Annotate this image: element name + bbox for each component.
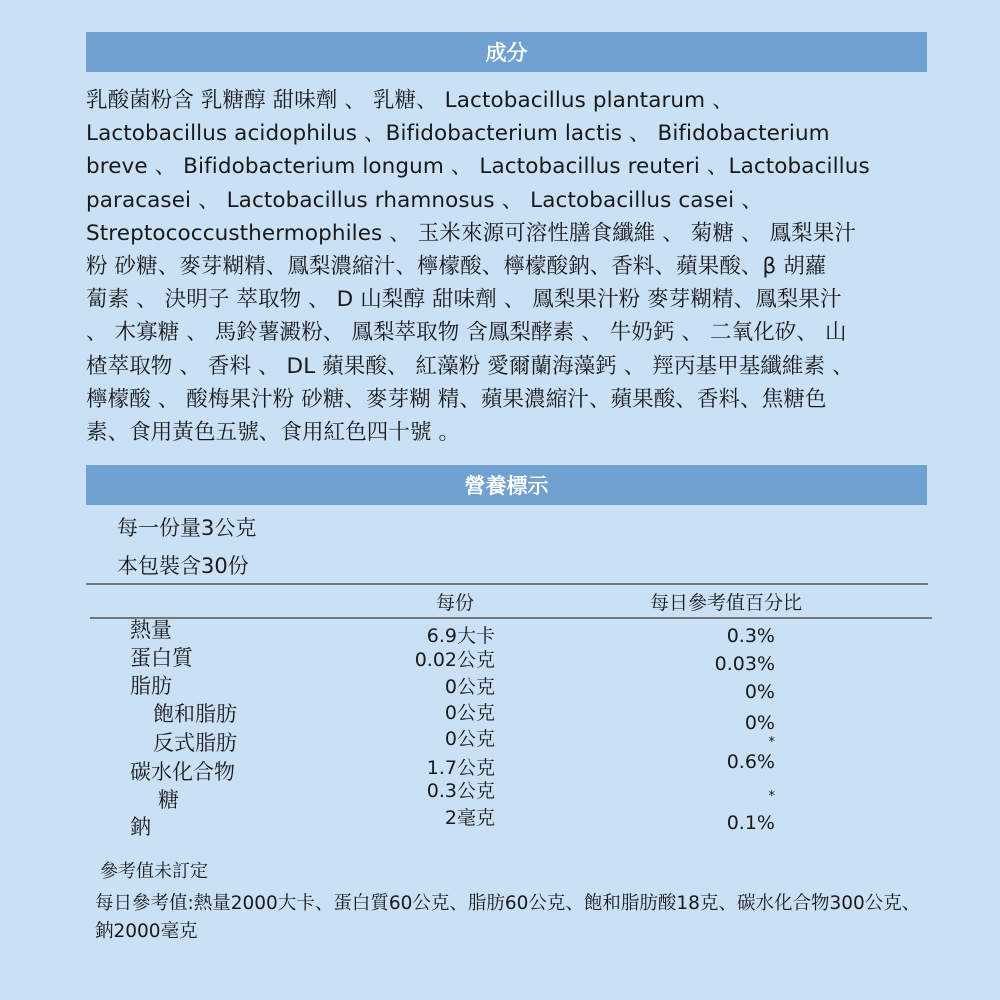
nutrient-dv-saturated-fat: 0% — [744, 712, 775, 734]
nutrient-label-trans-fat: 反式脂肪 — [153, 731, 237, 755]
nutrient-amount-carbohydrate: 1.7公克 — [426, 757, 495, 779]
nutrient-dv-calories: 0.3% — [726, 625, 775, 647]
nutrient-label-saturated-fat: 飽和脂肪 — [153, 702, 237, 726]
nutrient-amount-sodium: 2毫克 — [444, 807, 495, 829]
serving-size: 每一份量3公克 — [117, 516, 257, 540]
nutrient-dv-carbohydrate: 0.6% — [726, 751, 775, 773]
column-header-per-serving: 每份 — [436, 592, 475, 614]
nutrient-dv-fat: 0% — [744, 681, 775, 703]
nutrient-label-fat: 脂肪 — [130, 674, 172, 698]
nutrient-amount-calories: 6.9大卡 — [426, 625, 495, 647]
nutrient-dv-trans-fat: * — [768, 735, 775, 750]
table-divider-header — [90, 617, 932, 619]
servings-per-package: 本包裝含30份 — [117, 554, 249, 578]
nutrient-amount-protein: 0.02公克 — [414, 649, 495, 671]
table-divider-top — [86, 583, 928, 585]
footnote-not-established: 參考值未訂定 — [100, 861, 208, 882]
nutrient-label-sugar: 糖 — [158, 788, 179, 812]
nutrient-dv-sugar: * — [768, 789, 775, 804]
daily-reference-values: 每日參考值:熱量2000大卡、蛋白質60公克、脂肪60公克、飽和脂肪酸18克、碳水化合物300公克、鈉2000毫克 — [95, 893, 921, 942]
ingredients-header — [86, 32, 927, 72]
nutrient-amount-saturated-fat: 0公克 — [444, 702, 495, 724]
nutrition-title: 營養標示 — [464, 474, 549, 498]
nutrient-label-protein: 蛋白質 — [130, 646, 193, 670]
nutrient-amount-fat: 0公克 — [444, 676, 495, 698]
column-header-daily-value: 每日參考值百分比 — [650, 592, 803, 614]
nutrient-dv-protein: 0.03% — [714, 653, 775, 675]
nutrient-amount-trans-fat: 0公克 — [444, 728, 495, 750]
nutrition-header — [86, 465, 927, 505]
ingredients-title: 成分 — [485, 41, 528, 65]
nutrient-label-calories: 熱量 — [130, 618, 172, 642]
nutrient-label-sodium: 鈉 — [130, 815, 151, 839]
nutrient-amount-sugar: 0.3公克 — [426, 780, 495, 802]
nutrient-dv-sodium: 0.1% — [726, 812, 775, 834]
ingredients-list: 乳酸菌粉含 乳糖醇 甜味劑 、 乳糖、 Lactobacillus plantarum 、 Lactobacillus acidophilus 、Bifidobacterium lactis 、 Bifidobacterium breve 、 Bifidobacterium longum 、 Lactobacillus reuteri 、Lactobacillus paracasei 、 Lactobacillus rhamnosus 、 Lactobacillus casei 、 Streptococcusthermophiles 、 玉米來源可溶性膳食纖維 、 菊糖 、 鳳梨果汁 粉 砂糖、麥芽糊精、鳳梨濃縮汁、檸檬酸、檸檬酸鈉、香料、蘋果酸、β 胡蘿 蔔素 、 決明子 萃取物 、 D 山梨醇 甜味劑 、 鳳梨果汁粉 麥芽糊精、鳳梨果汁 、 木寡糖 、 馬鈴薯澱粉、 鳳梨萃取物 含鳳梨酵素 、 牛奶鈣 、 二氧化矽、 山 楂萃取物 、 香料 、 DL 蘋果酸、 紅藻粉 愛爾蘭海藻鈣 、 羥丙基甲基纖維素 、 檸檬酸 、 酸梅果汁粉 砂糖、麥芽糊 精、蘋果濃縮汁、蘋果酸、香料、焦糖色 素、食用黃色五號、食用紅色四十號 。 — [86, 88, 870, 446]
nutrient-label-carbohydrate: 碳水化合物 — [130, 760, 235, 784]
